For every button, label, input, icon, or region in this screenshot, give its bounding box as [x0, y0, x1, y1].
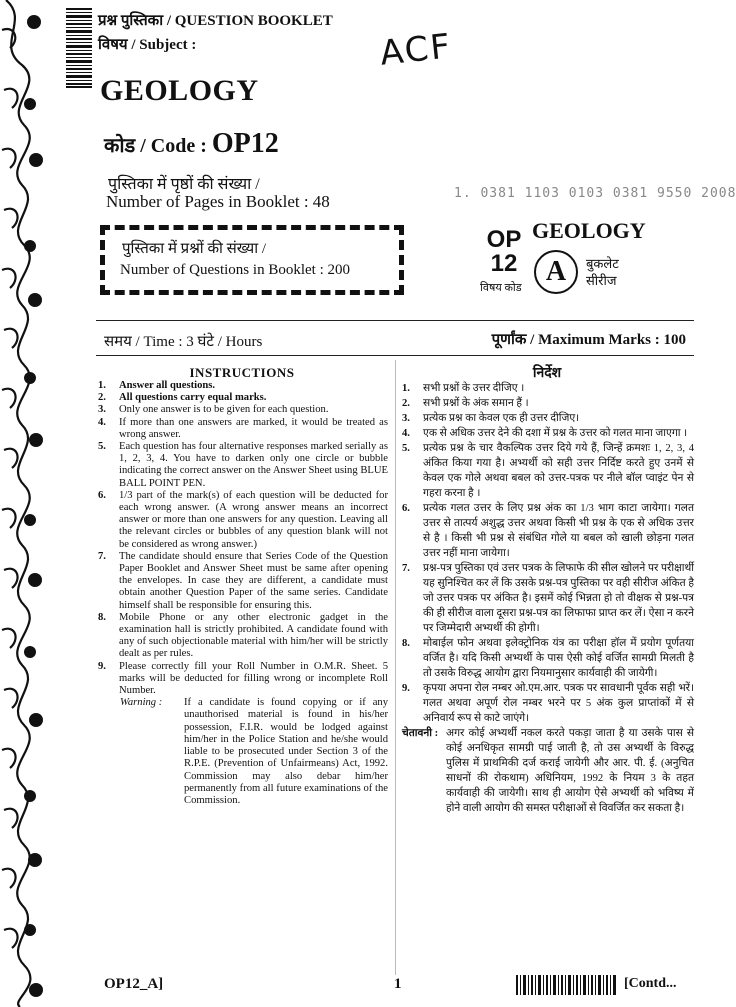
warning-text-hi: अगर कोई अभ्यर्थी नकल करते पकड़ा जाता है या उसके पास से कोई अनधिकृत सामग्री पाई जाती है, तो उस अभ्यर्थी के विरुद्ध पुलिस में प्राथमिकी दर्ज कराई जायेगी और आर. पी. ई. (अनुचित साधनों की रोकथाम) अधिनियम, 1992 के नियम 3 के तहत कार्यवाही की जायेगी। साथ ही आयोग ऐसे अभ्यर्थी को भविष्य में होने वाली आयोग की समस्त परीक्षाओं से विवर्जित कर सकता है। — [446, 728, 694, 814]
code-line — [104, 128, 279, 160]
instruction-item: 9. Please correctly fill your Roll Number in O.M.R. Sheet. 5 marks will be deducted for filling wrong or incomplete Roll Number. — [98, 660, 388, 697]
instruction-item-hi: 1. सभी प्रश्नों के उत्तर दीजिए । — [402, 383, 525, 394]
instruction-item: 4. If more than one answers are marked, it would be treated as wrong answer. — [98, 416, 388, 440]
booklet-label: प्रश्न पुस्तिका / QUESTION BOOKLET — [98, 13, 333, 29]
instruction-item-hi: 4. एक से अधिक उत्तर देने की दशा में प्रश्न के उत्तर को गलत माना जाएगा । — [402, 428, 688, 439]
subject-name: GEOLOGY — [100, 74, 259, 107]
pages-label-hi: पुस्तिका में पृष्ठों की संख्या / — [108, 176, 260, 193]
serial-number: 1. 0381 1103 0103 0381 9550 2008 — [454, 186, 736, 201]
warning-block-hi — [402, 726, 694, 816]
footer-code: OP12_A] — [104, 976, 164, 992]
instruction-item-hi: 7. प्रश्न-पत्र पुस्तिका एवं उत्तर पत्रक के लिफाफे की सील खोलने पर परीक्षार्थी यह सुनिश्चित कर लें कि उसके प्रश्न-पत्र पुस्तिका पर वही सीरीज अंकित है जो उत्तर पत्रक पर अंकित है। इसमें कोई भिन्नता हो तो वीक्षक से प्रश्न-पत्र की ही सीरीज वाला दूसरा प्रश्न-पत्र का लिफाफा प्राप्त कर लें। ऐसा न करने पर जिम्मेदारी अभ्यर्थी की होगी। — [402, 563, 694, 634]
handwritten-note: ACF — [378, 26, 454, 74]
instructions-hi-title: निर्देश — [532, 366, 562, 381]
instruction-item-hi: 9. कृपया अपना रोल नम्बर ओ.एम.आर. पत्रक पर सावधानी पूर्वक सही भरें। गलत अथवा अपूर्ण रोल नम्बर भरने पर 5 अंक कुल प्राप्तांकों में से अनिवार्य रूप से काटे जाएंगे। — [402, 683, 694, 724]
decorative-border — [0, 0, 52, 1007]
divider-bottom — [96, 355, 694, 356]
footer-barcode — [516, 975, 616, 995]
instruction-item-hi: 3. प्रत्येक प्रश्न का केवल एक ही उत्तर दीजिए। — [402, 413, 580, 424]
instruction-item-hi: 6. प्रत्येक गलत उत्तर के लिए प्रश्न अंक का 1/3 भाग काटा जायेगा। गलत उत्तर से तात्पर्य अशुद्ध उत्तर अथवा किसी भी प्रश्न के एक से अधिक उत्तर से है । किसी भी प्रश्न से संबंधित गोले या बबल को खाली छोड़ना गलत उत्तर नहीं माना जायेगा। — [402, 503, 694, 559]
instruction-item: 1. Answer all questions. — [98, 380, 216, 391]
instruction-item: 7. The candidate should ensure that Series Code of the Question Paper Booklet and Answer Sheet must be same after opening the envelopes. In case they are different, a candidate must obtain another Question Paper of the same series. Candidate himself shall be responsible for ensuring this. — [98, 550, 388, 611]
questions-label-hi: पुस्तिका में प्रश्नों की संख्या / — [122, 241, 267, 257]
instructions-title: INSTRUCTIONS — [189, 365, 295, 380]
max-marks: पूर्णांक / Maximum Marks : 100 — [491, 332, 686, 348]
instruction-item: 8. Mobile Phone or any other electronic gadget in the examination hall is strictly prohibited. A candidate found with any of such objectionable material with him/her will be strictly dealt as per rules. — [98, 611, 388, 660]
instruction-item-hi: 5. प्रत्येक प्रश्न के चार वैकल्पिक उत्तर दिये गये हैं, जिन्हें क्रमशः 1, 2, 3, 4 अंकित किया गया है। अभ्यर्थी को सही उत्तर निर्दिष्ट करते हुए उनमें से केवल एक गोले अथवा बबल को उत्तर-पत्रक पर नीले बॉल प्वाइंट पेन से गहरा करना है । — [402, 443, 694, 499]
warning-text: If a candidate is found copying or if any unauthorised material is found in his/her possession, F.I.R. would be lodged against him/her in the Police Station and he/she would liable to be prosecuted under Section 3 of the R.P.E. (Prevention of Unfairmeans) Act, 1992. Commission may also debar him/her permanently from all future examinations of the Commission. — [184, 697, 388, 806]
instruction-item: 2. All questions carry equal marks. — [98, 392, 267, 404]
booklet-series-label: बुकलेट सीरीज — [586, 256, 619, 288]
instructions-hi — [402, 381, 694, 816]
code-value: OP12 — [211, 128, 279, 159]
series-subject: GEOLOGY — [532, 218, 646, 243]
instruction-item-hi: 2. सभी प्रश्नों के अंक समान हैं । — [402, 398, 529, 409]
subject-code-label: विषय कोड — [480, 282, 522, 294]
instruction-item-hi: 8. मोबाईल फोन अथवा इलेक्ट्रोनिक यंत्र का परीक्षा हॉल में प्रयोग पूर्णतया वर्जित है। यदि किसी अभ्यर्थी के पास ऐसी कोई वर्जित सामग्री मिलती है तो उसके विरुद्ध आयोग द्वारा नियमानुसार कार्यवाही की जायेगी। — [402, 638, 694, 679]
pages-label-en: Number of Pages in Booklet : 48 — [106, 192, 330, 211]
instruction-item: 3. Only one answer is to be given for each question. — [98, 404, 329, 416]
series-letter-badge — [534, 250, 578, 294]
divider-top — [96, 320, 694, 321]
warning-label-hi: चेतावनी : — [402, 728, 439, 739]
header-barcode — [66, 8, 92, 88]
instruction-item: 5. Each question has four alternative responses marked serially as 1, 2, 3, 4. You have to darken only one circle or bubble indicating the correct answer on the Answer Sheet using BLUE BALL POINT PEN. — [98, 441, 388, 489]
questions-count-box — [100, 225, 404, 295]
instructions-en — [98, 380, 388, 807]
warning-block — [98, 697, 388, 807]
series-op: OP — [486, 226, 522, 253]
page-number: 1 — [394, 976, 402, 992]
column-divider — [395, 360, 396, 975]
subject-label: विषय / Subject : — [98, 37, 197, 53]
series-op-code — [482, 228, 526, 276]
warning-label: Warning : — [120, 697, 163, 709]
questions-label-en: Number of Questions in Booklet : 200 — [120, 262, 350, 278]
code-label: कोड / Code : — [104, 135, 207, 157]
exam-time: समय / Time : 3 घंटे / Hours — [104, 334, 263, 350]
series-num: 12 — [490, 250, 518, 277]
continued-label: [Contd... — [624, 976, 677, 991]
instruction-item: 6. 1/3 part of the mark(s) of each question will be deducted for each wrong answer. (A wrong answer means an incorrect answer or more than one answers for any question. Leaving all the relevant circles or bubbles of any question blank will not be considered as wrong answer.) — [98, 489, 388, 550]
series-letter: A — [545, 256, 567, 287]
